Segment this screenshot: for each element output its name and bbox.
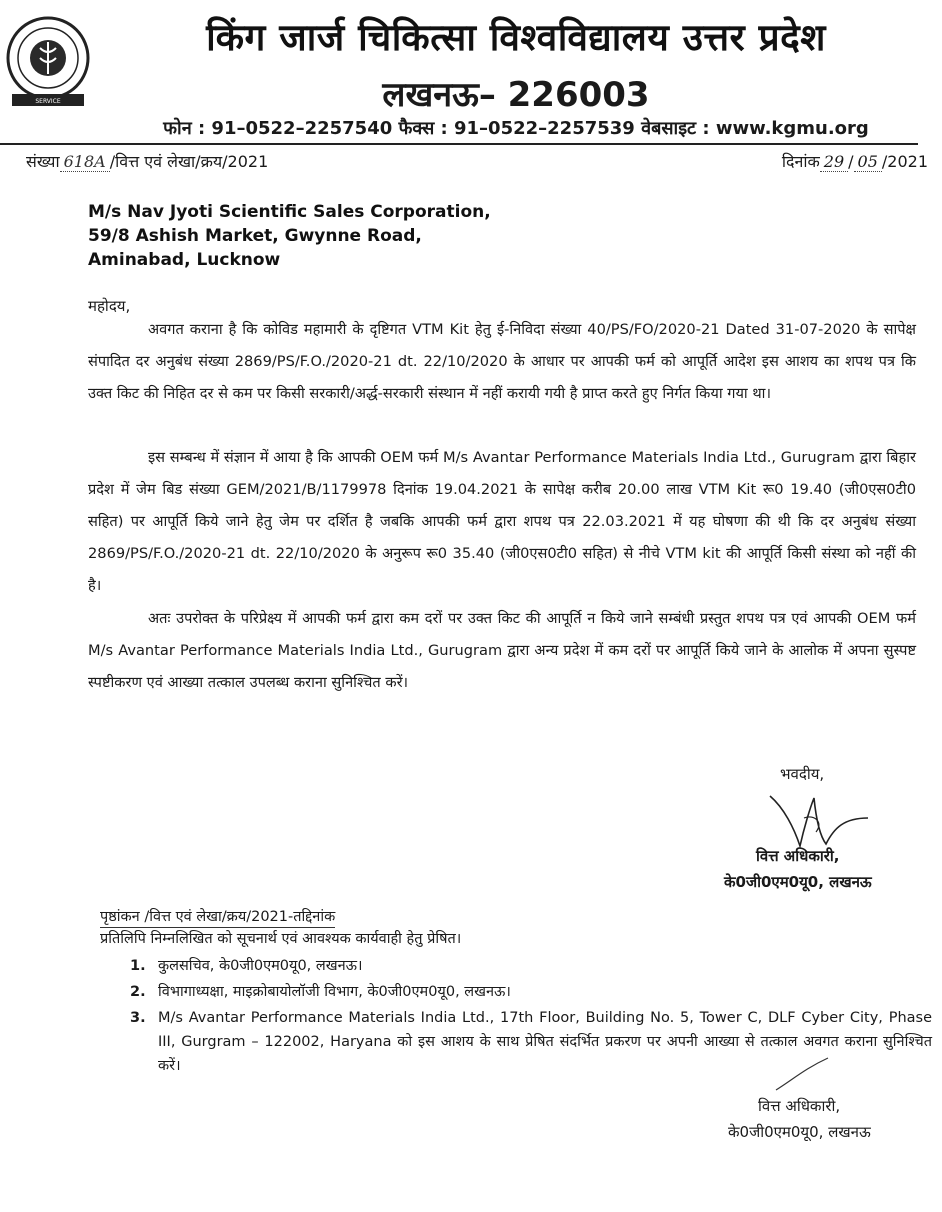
endorsement-line: पृष्ठांकन /वित्त एवं लेखा/क्रय/2021-तद्दिनांक — [100, 906, 335, 928]
copy-to-line: प्रतिलिपि निम्नलिखित को सूचनार्थ एवं आवश्यक कार्यवाही हेतु प्रेषित। — [100, 931, 462, 947]
date-month: 05 — [854, 152, 882, 172]
paragraph-2: इस सम्बन्ध में संज्ञान में आया है कि आपकी OEM फर्म M/s Avantar Performance Materials India Ltd., Gurugram द्वारा बिहार प्रदेश में जेम बिड संख्या GEM/2021/B/1179978 दिनांक 19.04.2021 के सापेक्ष करीब 20.00 लाख VTM Kit रू0 19.40 (जी0एस0टी0 सहित) पर आपूर्ति किये जाने हेतु जेम पर दर्शित है जबकि आपकी फर्म द्वारा शपथ पत्र 22.03.2021 में यह घोषणा की थी कि दर अनुबंध संख्या 2869/PS/F.O./2020-21 dt. 22/10/2020 के अनुरूप रू0 35.40 (जी0एस0टी0 सहित) से नीचे VTM kit की आपूर्ति किसी संस्था को नहीं की है। — [88, 449, 916, 594]
salutation: महोदय, — [88, 297, 131, 315]
signatory-title: वित्त अधिकारी, — [756, 847, 840, 865]
university-seal-icon — [4, 8, 92, 112]
list-item: 2. विभागाध्यक्षा, माइक्रोबायोलॉजी विभाग, के0जी0एम0यू0, लखनऊ। — [130, 984, 511, 1000]
list-item: 3. M/s Avantar Performance Materials India Ltd., 17th Floor, Building No. 5, Tower C, DLF Cyber City, Phase III, Gurgram – 122002, Haryana को इस आशय के साथ प्रेषित संदर्भित प्रकरण पर अपनी आख्या से तत्काल अवगत कराना सुनिश्चित करें। — [130, 1010, 932, 1074]
closing: भवदीय, — [780, 765, 825, 783]
signature-icon — [764, 788, 874, 854]
letter-date: दिनांक 29 / 05 /2021 — [781, 152, 928, 171]
paragraph-1: अवगत कराना है कि कोविड महामारी के दृष्टिगत VTM Kit हेतु ई-निविदा संख्या 40/PS/FO/2020-21 Dated 31-07-2020 के सापेक्ष संपादित दर अनुबंध संख्या 2869/PS/F.O./2020-21 dt. 22/10/2020 के आधार पर आपकी फर्म को आपूर्ति आदेश इस आशय का शपथ पत्र कि उक्त किट की निहित दर से कम पर किसी सरकारी/अर्द्ध-सरकारी संस्थान में नहीं करायी गयी है प्राप्त करते हुए निर्गत किया गया था। — [88, 321, 916, 402]
contact-line: फोन : 91–0522–2257540 फैक्स : 91–0522–2257539 वेबसाइट : www.kgmu.org — [163, 118, 869, 139]
signatory-organization-2: के0जी0एम0यू0, लखनऊ — [728, 1123, 871, 1141]
university-name: किंग जार्ज चिकित्सा विश्वविद्यालय उत्तर प्रदेश — [206, 16, 826, 59]
signatory-organization: के0जी0एम0यू0, लखनऊ — [724, 873, 872, 891]
signatory-title-2: वित्त अधिकारी, — [758, 1097, 841, 1115]
recipient-address: M/s Nav Jyoti Scientific Sales Corporation, 59/8 Ashish Market, Gwynne Road, Aminabad, Lucknow — [88, 202, 491, 270]
date-day: 29 — [820, 152, 848, 172]
svg-text:SERVICE: SERVICE — [35, 98, 61, 105]
reference-handwritten-number: 618A — [60, 152, 110, 172]
list-item: 1. कुलसचिव, के0जी0एम0यू0, लखनऊ। — [130, 958, 363, 974]
reference-number: संख्या 618A /वित्त एवं लेखा/क्रय/2021 — [26, 152, 269, 171]
city-pincode: लखनऊ– 226003 — [382, 75, 650, 115]
header-divider — [0, 143, 918, 145]
paragraph-3: अतः उपरोक्त के परिप्रेक्ष्य में आपकी फर्म द्वारा कम दरों पर उक्त किट की आपूर्ति न किये जाने सम्बंधी प्रस्तुत शपथ पत्र एवं आपकी OEM फर्म M/s Avantar Performance Materials India Ltd., Gurugram द्वारा अन्य प्रदेश में कम दरों पर आपूर्ति किये जाने के आलोक में अपना सुस्पष्ट स्पष्टीकरण एवं आख्या तत्काल उपलब्ध कराना सुनिश्चित करें। — [88, 610, 916, 691]
initial-mark-icon — [772, 1054, 832, 1094]
